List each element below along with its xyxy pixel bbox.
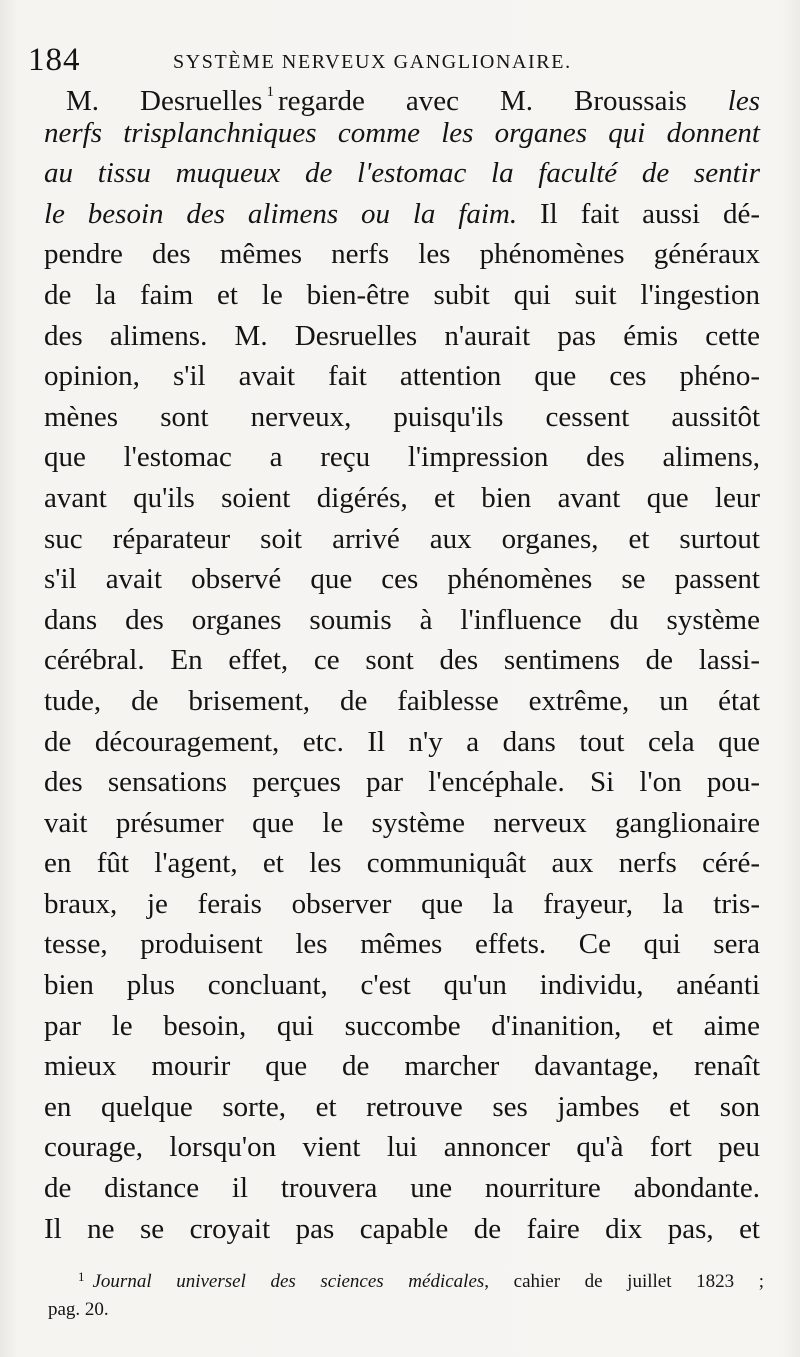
text-line: mieux mourir que de marcher davantage, renaît xyxy=(44,1050,760,1083)
text-line: par le besoin, qui succombe d'inanition, et aime xyxy=(44,1009,760,1042)
text-line: tesse, produisent les mêmes effets. Ce qui sera xyxy=(44,928,760,961)
text-line: mènes sont nerveux, puisqu'ils cessent aussitôt xyxy=(44,400,760,433)
text-line: vait présumer que le système nerveux ganglionaire xyxy=(44,806,760,839)
footnote-line: pag. 20. xyxy=(48,1299,109,1320)
footnote-line: $^1$ Journal universel des sciences médicales, cahier de juillet 1823 ; xyxy=(78,1269,764,1292)
text-line: bien plus concluant, c'est qu'un individu, anéanti xyxy=(44,969,760,1002)
text-line: M. Desruelles $^1$ regarde avec M. Broussais les xyxy=(66,84,761,117)
text-line: des sensations perçues par l'encéphale. Si l'on pou- xyxy=(44,766,760,799)
text-line: s'il avait observé que ces phénomènes se passent xyxy=(44,563,760,596)
page-number: 184 xyxy=(28,42,81,78)
text-line: dans des organes soumis à l'influence du système xyxy=(44,603,760,636)
running-title: SYSTÈME NERVEUX GANGLIONAIRE. xyxy=(173,51,572,73)
text-line: nerfs trisplanchniques comme les organes qui donnent xyxy=(44,116,760,149)
text-line: braux, je ferais observer que la frayeur, la tris- xyxy=(44,887,760,920)
text-line: cérébral. En effet, ce sont des sentimens de lassi- xyxy=(44,644,760,677)
footnote-source: Journal universel des sciences médicales xyxy=(92,1271,485,1292)
footnote-marker: 1 xyxy=(78,1269,85,1284)
body-text xyxy=(44,72,760,1249)
text-line: avant qu'ils soient digérés, et bien avant que leur xyxy=(44,481,760,514)
text-line: de distance il trouvera une nourriture abondante. xyxy=(44,1172,760,1205)
text-line: opinion, s'il avait fait attention que ces phéno- xyxy=(44,360,760,393)
footnotes xyxy=(48,1263,764,1324)
text-line: de découragement, etc. Il n'y a dans tout cela que xyxy=(44,725,760,758)
text-line: que l'estomac a reçu l'impression des alimens, xyxy=(44,441,760,474)
text-line: le besoin des alimens ou la faim. Il fait aussi dé- xyxy=(44,197,761,230)
footnote-reference: 1 xyxy=(266,84,274,100)
text-line: de la faim et le bien-être subit qui suit l'ingestion xyxy=(44,278,760,311)
text-line: des alimens. M. Desruelles n'aurait pas émis cette xyxy=(44,319,760,352)
text-line: au tissu muqueux de l'estomac la faculté de sentir xyxy=(44,157,760,190)
text-line: pendre des mêmes nerfs les phénomènes généraux xyxy=(44,238,760,271)
text-line: en quelque sorte, et retrouve ses jambes et son xyxy=(44,1090,760,1123)
text-line: suc réparateur soit arrivé aux organes, et surtout xyxy=(44,522,760,555)
text-line: tude, de brisement, de faiblesse extrême, un état xyxy=(44,684,760,717)
text-line: Il ne se croyait pas capable de faire dix pas, et xyxy=(44,1212,760,1245)
text-line: en fût l'agent, et les communiquât aux nerfs céré- xyxy=(44,847,760,880)
text-line: courage, lorsqu'on vient lui annoncer qu'à fort peu xyxy=(44,1131,760,1164)
